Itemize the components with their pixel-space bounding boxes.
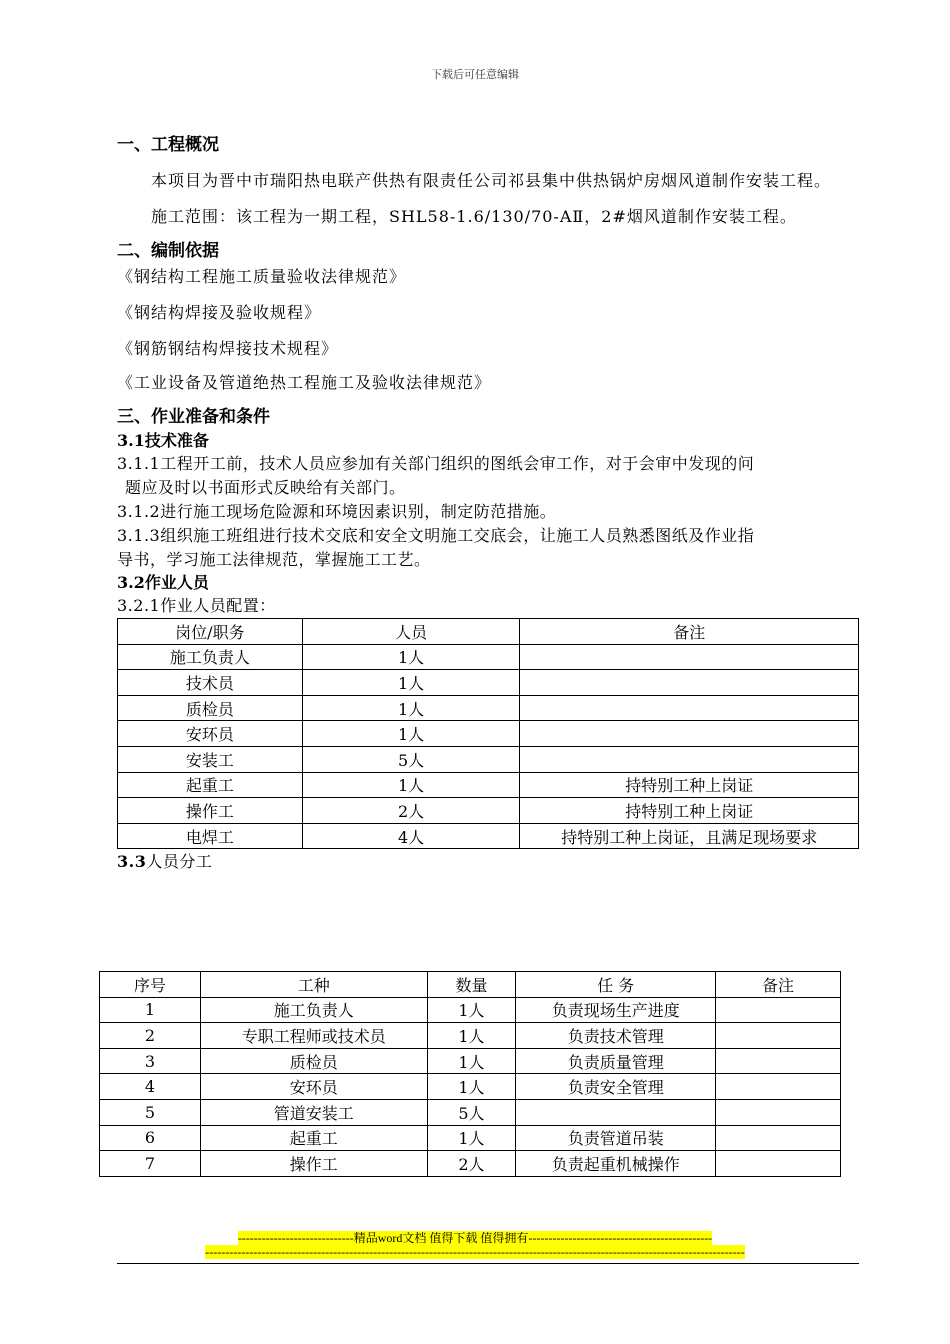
table-cell: 1 [100, 997, 201, 1023]
section-1-title: 一、工程概况 [117, 135, 219, 155]
table-row [118, 695, 859, 721]
table-cell: 起重工 [200, 1125, 427, 1151]
table-cell: 1人 [427, 1074, 516, 1100]
table-cell: 负责现场生产进度 [516, 997, 716, 1023]
table-cell: 3 [100, 1048, 201, 1074]
table-cell: 1人 [302, 670, 520, 696]
reference-item: 《钢结构焊接及验收规程》 [117, 303, 322, 322]
table-cell: 操作工 [118, 798, 303, 824]
table-cell: 4人 [302, 823, 520, 849]
table-cell [716, 1099, 841, 1125]
column-header: 人员 [302, 619, 520, 645]
item-3-1-2: 3.1.2进行施工现场危险源和环境因素识别，制定防范措施。 [117, 502, 557, 521]
table-cell: 4 [100, 1074, 201, 1100]
table-cell: 1人 [302, 721, 520, 747]
column-header: 岗位/职务 [118, 619, 303, 645]
table-cell [520, 721, 859, 747]
table-cell: 1人 [427, 1023, 516, 1049]
column-header: 工种 [200, 972, 427, 998]
table-header-row [100, 972, 841, 998]
table-cell: 负责技术管理 [516, 1023, 716, 1049]
table-cell: 2人 [427, 1151, 516, 1177]
table-cell: 2 [100, 1023, 201, 1049]
table-cell: 负责安全管理 [516, 1074, 716, 1100]
table-row [100, 1099, 841, 1125]
table-row [118, 721, 859, 747]
table-cell: 5 [100, 1099, 201, 1125]
table-cell: 质检员 [118, 695, 303, 721]
table-cell: 1人 [427, 1125, 516, 1151]
section-3-3-label: 人员分工 [146, 852, 213, 872]
footer-banner-line-1 [0, 1229, 950, 1246]
column-header: 备注 [716, 972, 841, 998]
table-cell: 持特别工种上岗证 [520, 772, 859, 798]
section-1-paragraph-1: 本项目为晋中市瑞阳热电联产供热有限责任公司祁县集中供热锅炉房烟风道制作安装工程。 [151, 171, 832, 190]
footer-rule [117, 1263, 859, 1264]
table-row [118, 670, 859, 696]
column-header: 序号 [100, 972, 201, 998]
table-row [100, 1023, 841, 1049]
section-3-1-title: 3.1技术准备 [117, 431, 209, 450]
table-cell [520, 670, 859, 696]
table-cell [716, 1023, 841, 1049]
table-cell: 负责起重机械操作 [516, 1151, 716, 1177]
item-3-1-3: 3.1.3组织施工班组进行技术交底和安全文明施工交底会，让施工人员熟悉图纸及作业指 [117, 526, 755, 545]
table-cell: 起重工 [118, 772, 303, 798]
table-cell: 操作工 [200, 1151, 427, 1177]
footer-banner-text: -----------------------------精品word文档 值得下载 值得拥有---------------------------------------------- [237, 1231, 713, 1245]
table-cell: 7 [100, 1151, 201, 1177]
table-cell: 技术员 [118, 670, 303, 696]
table-cell [716, 1074, 841, 1100]
table-row [118, 798, 859, 824]
table-cell: 1人 [427, 997, 516, 1023]
item-3-1-1-continued: 题应及时以书面形式反映给有关部门。 [125, 478, 406, 497]
table-header-row [118, 619, 859, 645]
table-cell: 1人 [302, 695, 520, 721]
table-cell: 安环员 [118, 721, 303, 747]
table-row [118, 746, 859, 772]
item-3-1-1: 3.1.1工程开工前，技术人员应参加有关部门组织的图纸会审工作，对于会审中发现的问 [117, 454, 755, 473]
column-header: 备注 [520, 619, 859, 645]
table-cell [716, 1151, 841, 1177]
table-cell: 持特别工种上岗证，且满足现场要求 [520, 823, 859, 849]
section-2-title: 二、编制依据 [117, 241, 219, 261]
table-row [100, 1048, 841, 1074]
reference-item: 《钢筋钢结构焊接技术规程》 [117, 339, 339, 358]
section-3-title: 三、作业准备和条件 [117, 407, 270, 427]
table-row [100, 997, 841, 1023]
table-row [100, 1151, 841, 1177]
section-3-2-title: 3.2作业人员 [117, 573, 209, 592]
table-cell [520, 695, 859, 721]
table-cell: 安环员 [200, 1074, 427, 1100]
table-cell: 质检员 [200, 1048, 427, 1074]
section-3-3-title [117, 850, 859, 874]
column-header: 数量 [427, 972, 516, 998]
table-cell [716, 1048, 841, 1074]
table-cell: 1人 [427, 1048, 516, 1074]
table-cell: 5人 [302, 746, 520, 772]
table-cell: 1人 [302, 772, 520, 798]
table-cell: 电焊工 [118, 823, 303, 849]
footer-banner-dashes: --------------------------------------------------------------------------------------------------------------------------------------- [205, 1245, 745, 1259]
table-cell: 持特别工种上岗证 [520, 798, 859, 824]
table-cell [516, 1099, 716, 1125]
staff-division-table [99, 971, 841, 1177]
table-cell [716, 1125, 841, 1151]
table-row [100, 1125, 841, 1151]
table-cell: 安装工 [118, 746, 303, 772]
table-cell: 5人 [427, 1099, 516, 1125]
item-3-2-1: 3.2.1作业人员配置： [117, 596, 276, 615]
table-cell: 6 [100, 1125, 201, 1151]
table-cell: 管道安装工 [200, 1099, 427, 1125]
footer-banner-line-2 [0, 1245, 950, 1260]
section-1-paragraph-2: 施工范围：该工程为一期工程，SHL58-1.6/130/70-AⅡ，2#烟风道制作安装工程。 [151, 207, 797, 226]
document-body [117, 132, 859, 874]
table-cell: 负责管道吊装 [516, 1125, 716, 1151]
column-header: 任 务 [516, 972, 716, 998]
reference-item: 《钢结构工程施工质量验收法律规范》 [117, 267, 407, 286]
table-cell [520, 644, 859, 670]
table-row [118, 823, 859, 849]
table-row [118, 772, 859, 798]
table-cell [716, 997, 841, 1023]
item-3-1-3-continued: 导书，学习施工法律规范，掌握施工工艺。 [117, 550, 431, 569]
table-cell [520, 746, 859, 772]
table-cell: 施工负责人 [200, 997, 427, 1023]
table-row [118, 644, 859, 670]
staff-config-table [117, 618, 859, 849]
reference-item: 《工业设备及管道绝热工程施工及验收法律规范》 [117, 373, 492, 392]
header-note: 下载后可任意编辑 [431, 68, 519, 81]
table-row [100, 1074, 841, 1100]
table-cell: 1人 [302, 644, 520, 670]
table-cell: 2人 [302, 798, 520, 824]
section-3-3-number: 3.3 [117, 852, 147, 872]
table-cell: 专职工程师或技术员 [200, 1023, 427, 1049]
table-cell: 负责质量管理 [516, 1048, 716, 1074]
table-cell: 施工负责人 [118, 644, 303, 670]
